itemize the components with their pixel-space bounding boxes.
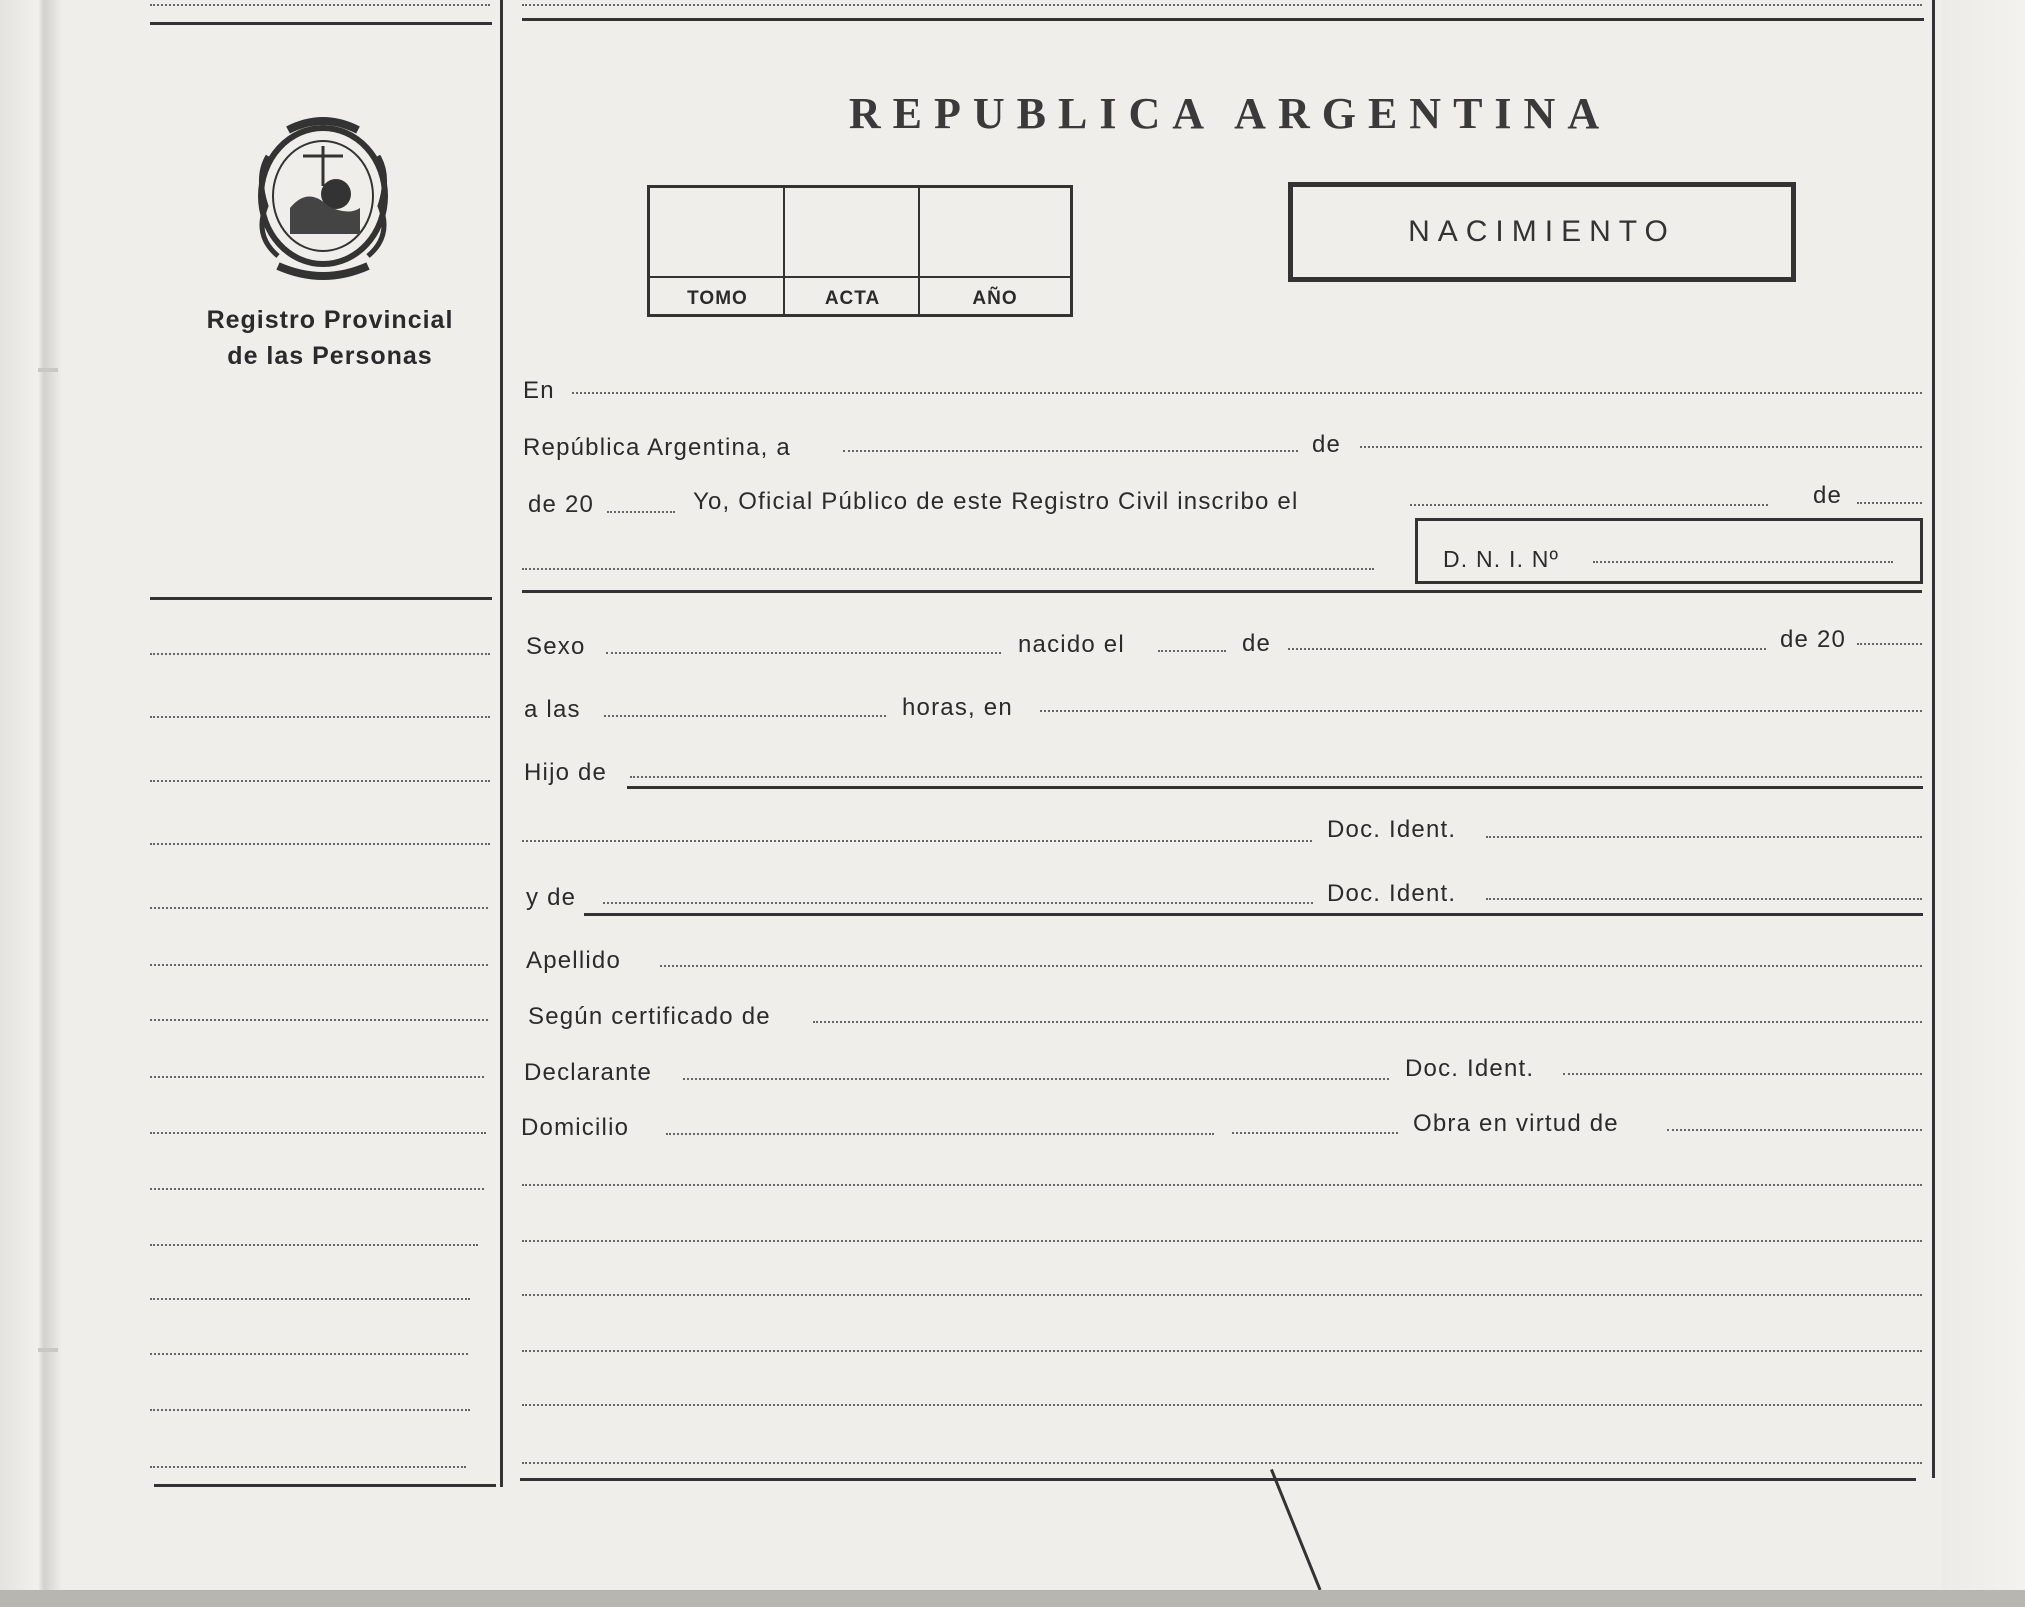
de-label: de [1813, 482, 1843, 509]
declarante-doc-field[interactable] [1563, 1073, 1922, 1075]
father-doc-field[interactable] [1486, 836, 1922, 838]
notes-line[interactable] [522, 1240, 1922, 1242]
inscribo-field[interactable] [1410, 504, 1768, 506]
notes-line[interactable] [522, 1350, 1922, 1352]
section-rule-left [150, 597, 492, 600]
notes-line[interactable] [522, 1404, 1922, 1406]
dni-field[interactable] [1593, 561, 1893, 563]
doc-ident-label: Doc. Ident. [1327, 816, 1457, 843]
next-page-edge [1942, 0, 2025, 1590]
republica-label: República Argentina, a [523, 434, 791, 461]
misiones-seal-logo [248, 116, 398, 282]
margin-note-line[interactable] [150, 653, 490, 655]
apellido-label: Apellido [526, 947, 621, 974]
doc-ident-label: Doc. Ident. [1405, 1055, 1535, 1082]
margin-note-line[interactable] [150, 716, 490, 718]
birth-year-field[interactable] [1857, 643, 1922, 645]
grid-separator [650, 276, 1070, 278]
father-extra-field[interactable] [522, 840, 1312, 842]
margin-note-line[interactable] [150, 1353, 468, 1355]
column-divider [500, 0, 503, 1487]
margin-note-line[interactable] [150, 1188, 484, 1190]
horas-en-label: horas, en [902, 694, 1013, 721]
hijo-de-label: Hijo de [524, 759, 608, 786]
birth-day-field[interactable] [1158, 650, 1226, 652]
tomo-label: TOMO [687, 288, 748, 309]
doc-ident-label: Doc. Ident. [1327, 880, 1457, 907]
margin-note-line[interactable] [150, 907, 488, 909]
top-dotted-line [522, 4, 1922, 6]
father-field[interactable] [630, 776, 1922, 778]
staple-mark [38, 1348, 58, 1352]
right-border [1932, 0, 1935, 1478]
certificado-field[interactable] [813, 1021, 1922, 1023]
binder-edge [0, 1590, 2025, 1607]
declarante-label: Declarante [524, 1059, 653, 1086]
margin-note-line[interactable] [150, 964, 488, 966]
y-de-label: y de [526, 884, 577, 911]
notes-line[interactable] [522, 1184, 1922, 1186]
notes-line[interactable] [522, 1462, 1922, 1464]
top-rule-right [522, 18, 1924, 21]
year-prefix-label: de 20 [1780, 626, 1847, 653]
de-field[interactable] [1857, 502, 1922, 504]
place-field[interactable] [1040, 710, 1922, 712]
margin-note-line[interactable] [150, 1409, 470, 1411]
registry-name-line2: de las Personas [227, 342, 433, 370]
bottom-rule-right [520, 1478, 1916, 1481]
notes-line[interactable] [522, 1294, 1922, 1296]
dni-label: D. N. I. Nº [1443, 546, 1560, 572]
a-las-label: a las [524, 696, 581, 723]
mother-rule [584, 913, 1923, 916]
month-field[interactable] [1360, 446, 1922, 448]
name-field[interactable] [522, 568, 1374, 570]
staple-mark [38, 368, 58, 372]
margin-note-line[interactable] [150, 1076, 484, 1078]
year-prefix-label: de 20 [528, 491, 595, 518]
en-field[interactable] [572, 392, 1922, 394]
top-dotted-line [150, 4, 490, 6]
de-label: de [1242, 630, 1272, 657]
margin-note-line[interactable] [150, 1132, 486, 1134]
registry-name [150, 302, 510, 374]
father-rule [627, 786, 1923, 789]
apellido-field[interactable] [660, 965, 1922, 967]
nacido-label: nacido el [1018, 631, 1125, 658]
sexo-label: Sexo [526, 633, 586, 660]
ano-label: AÑO [972, 288, 1018, 309]
bottom-rule-left [154, 1484, 496, 1487]
record-type-label: NACIMIENTO [1408, 215, 1676, 248]
margin-note-line[interactable] [150, 1298, 470, 1300]
day-field[interactable] [843, 450, 1298, 452]
domicilio-label: Domicilio [521, 1114, 630, 1141]
section-rule-right [522, 590, 1922, 593]
mother-doc-field[interactable] [1486, 898, 1922, 900]
segun-certificado-label: Según certificado de [528, 1003, 771, 1030]
paper-crease [1270, 1469, 1321, 1591]
declarante-field[interactable] [683, 1078, 1389, 1080]
obra-field[interactable] [1667, 1129, 1922, 1131]
hour-field[interactable] [604, 715, 886, 717]
domicilio-extra-field[interactable] [1232, 1132, 1398, 1134]
year-field[interactable] [607, 511, 675, 513]
sexo-field[interactable] [606, 652, 1001, 654]
top-rule-left [150, 22, 492, 25]
page-title: REPUBLICA ARGENTINA [848, 89, 1612, 138]
de-label: de [1312, 431, 1342, 458]
registry-number-grid [647, 185, 1073, 317]
registry-name-line1: Registro Provincial [206, 306, 454, 334]
margin-note-line[interactable] [150, 1466, 466, 1468]
margin-note-line[interactable] [150, 1019, 488, 1021]
dni-box [1415, 518, 1923, 584]
obra-en-virtud-label: Obra en virtud de [1413, 1110, 1619, 1137]
acta-label: ACTA [824, 288, 881, 309]
margin-note-line[interactable] [150, 843, 490, 845]
mother-field[interactable] [603, 902, 1313, 904]
margin-note-line[interactable] [150, 1244, 478, 1246]
record-type-box [1288, 182, 1796, 282]
domicilio-field[interactable] [666, 1133, 1214, 1135]
en-label: En [523, 377, 555, 404]
oficial-statement: Yo, Oficial Público de este Registro Civil inscribo el [693, 488, 1299, 515]
birth-month-field[interactable] [1288, 648, 1766, 650]
margin-note-line[interactable] [150, 780, 490, 782]
